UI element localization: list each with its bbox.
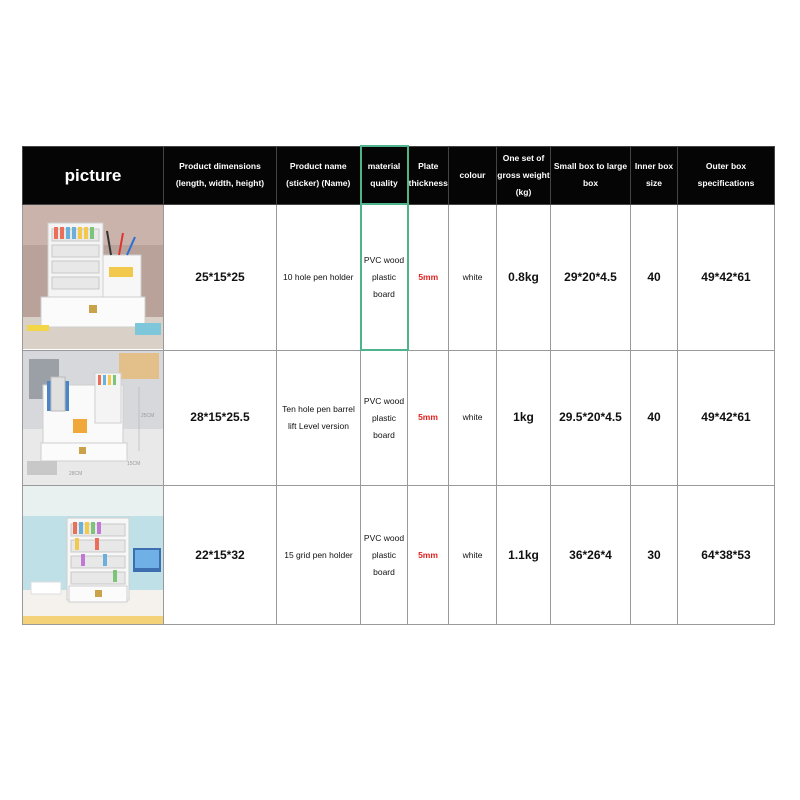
dimensions-cell: 28*15*25.5 — [164, 350, 277, 486]
header-small-box: Small box to large box — [551, 146, 631, 204]
header-inner-box: Inner box size — [631, 146, 678, 204]
outer-box-cell: 49*42*61 — [678, 204, 775, 350]
header-dimensions: Product dimensions (length, width, height) — [164, 146, 277, 204]
product-photo-cell — [23, 486, 164, 625]
header-thickness: Plate thickness — [408, 146, 449, 204]
dimensions-cell: 22*15*32 — [164, 486, 277, 625]
header-name: Product name (sticker) (Name) — [277, 146, 361, 204]
product-photo-cell — [23, 350, 164, 486]
material-cell: PVC wood plastic board — [361, 204, 408, 350]
material-cell: PVC wood plastic board — [361, 486, 408, 625]
thickness-cell: 5mm — [408, 350, 449, 486]
height-label: 25CM — [141, 412, 155, 419]
table-row — [23, 204, 775, 350]
outer-box-cell: 64*38*53 — [678, 486, 775, 625]
depth-label: 15CM — [127, 460, 141, 467]
inner-box-cell: 30 — [631, 486, 678, 625]
inner-box-cell: 40 — [631, 350, 678, 486]
table-row — [23, 350, 775, 486]
name-cell: 15 grid pen holder — [277, 486, 361, 625]
material-cell: PVC wood plastic board — [361, 350, 408, 486]
thickness-cell: 5mm — [408, 204, 449, 350]
colour-cell: white — [449, 350, 497, 486]
product-photo-ten-hole-lift — [23, 351, 163, 485]
header-outer-box: Outer box specifications — [678, 146, 775, 204]
header-picture: picture — [23, 146, 164, 204]
header-material: material quality — [361, 146, 408, 204]
colour-cell: white — [449, 486, 497, 625]
inner-box-cell: 40 — [631, 204, 678, 350]
outer-box-cell: 49*42*61 — [678, 350, 775, 486]
header-row — [23, 146, 775, 204]
header-colour: colour — [449, 146, 497, 204]
small-box-cell: 29*20*4.5 — [551, 204, 631, 350]
weight-cell: 0.8kg — [497, 204, 551, 350]
table-row — [23, 486, 775, 625]
small-box-cell: 36*26*4 — [551, 486, 631, 625]
small-box-cell: 29.5*20*4.5 — [551, 350, 631, 486]
name-cell: Ten hole pen barrel lift Level version — [277, 350, 361, 486]
length-label: 28CM — [69, 470, 83, 477]
thickness-cell: 5mm — [408, 486, 449, 625]
weight-cell: 1kg — [497, 350, 551, 486]
name-cell: 10 hole pen holder — [277, 204, 361, 350]
dimensions-cell: 25*15*25 — [164, 204, 277, 350]
product-photo-10-hole — [23, 205, 163, 349]
product-photo-15-grid — [23, 486, 163, 624]
colour-cell: white — [449, 204, 497, 350]
spec-table — [22, 145, 775, 625]
header-weight: One set of gross weight (kg) — [497, 146, 551, 204]
product-photo-cell — [23, 204, 164, 350]
weight-cell: 1.1kg — [497, 486, 551, 625]
